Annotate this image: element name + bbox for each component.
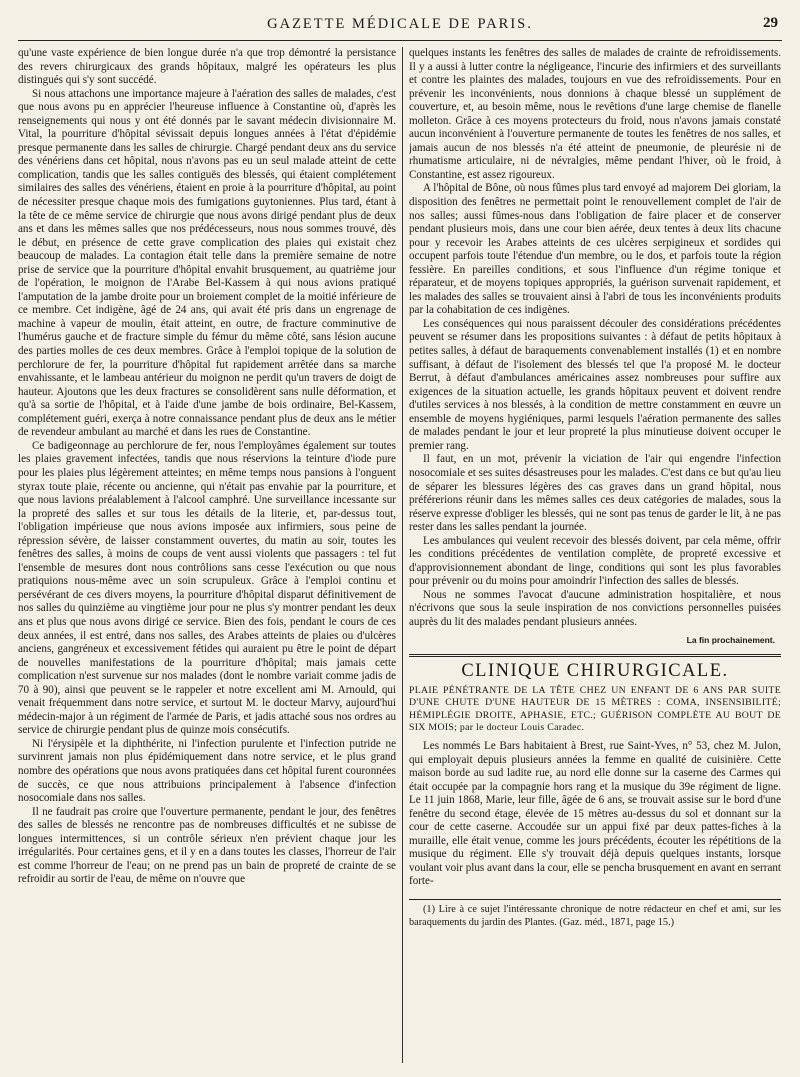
paragraph: Nous ne sommes l'avocat d'aucune administration hospitalière, et nous n'écrivons que sous la seule inspiration de nos convictions personnelles puisées auprès du lit des malades pendant plusieurs années. [409,588,781,628]
column-divider [402,47,403,1063]
paragraph: Ce badigeonnage au perchlorure de fer, nous l'employâmes également sur toutes les plaies gravement infectées, tandis que nous réservions la teinture d'iode pure pour les plaies plus légèrement atteintes; en même temps nous pansions à l'onguent styrax toute plaie, récente ou ancienne, qui n'était pas envahie par la pourriture, et que nous lavions préalablement à l'alcool camphré. Une surveillance incessante sur la propreté des salles et sur tous les détails de la literie, et, par-dessus tout, l'obligation impérieuse que nous avions imposée aux infirmiers, sous peine de répression sévère, de laisser constamment ouvertes, du matin au soir, toutes les fenêtres des salles, à moins de coups de vent aussi violents que passagers : tel fut l'ensemble de mesures dont nous contrôlions sans cesse l'exécution ou que nous pratiquions nous-même avec un soin scrupuleux. Grâce à l'emploi continu et persévérant de ces divers moyens, la pourriture d'hôpital disparut définitivement de nos salles du quinzième au vingtième jour pour ne plus s'y montrer pendant les deux ans et plus que nous avons dirigé ce service. Bien des fois, pendant le cours de ces deux années, il est entré, dans nos salles, des Arabes atteints de plaies ou d'ulcères anciens, gangréneux et excessivement fétides qui auraient pu être le point de départ de nouvelles manifestations de la pourriture d'hôpital; mais jamais cette complication n'est survenue sur nos malades (dont le nombre variait comme jadis de 70 à 90), ainsi que peuvent se le rappeler et notre excellent ami M. Arnould, qui venait fréquemment dans notre service, et surtout M. le docteur Marvy, aujourd'hui médecin-major à un régiment de l'armée de Paris, et jadis attaché sous nos ordres au service de chirurgie pendant plus de quinze mois consécutifs. [18,439,396,737]
case-author: par le docteur Louis Caradec. [459,722,585,734]
right-column [409,47,781,1069]
paragraph: Il ne faudrait pas croire que l'ouverture permanente, pendant le jour, des fenêtres des salles de blessés ne rencontre pas de nombreuses difficultés et ne subisse de longues intermittences, si un contrôle sérieux n'en prévient chaque jour les irrégularités. Pour certaines gens, et il y en a dans toutes les classes, l'horreur de l'air est comme l'horreur de l'eau; on ne prend pas un bain de propreté de crainte de se refroidir au sortir de l'eau, de même on n'ouvre que [18,805,396,886]
running-header [18,14,782,41]
continued-note: La fin prochainement. [686,634,775,645]
footnote-rule [409,899,781,900]
paragraph: Il faut, en un mot, prévenir la viciation de l'air qui engendre l'infection nosocomiale et ses suites désastreuses pour les malades. C'est dans ce but qu'au lieu de séparer les blessures légères des cas graves dans un grand hôpital, nous préférerions réunir dans les mêmes salles ces deux catégories de malades, sous la réserve expresse d'obliger les blessés, qui ne sont pas tenus de garder le lit, à ne pas rester dans les salles pendant la journée. [409,453,781,534]
case-title-text: PLAIE PÉNÉTRANTE DE LA TÊTE CHEZ UN ENFANT DE 6 ANS PAR SUITE D'UNE CHUTE D'UNE HAUTEUR DE 15 MÈTRES : COMA, INSENSIBILITÉ; HÉMIPLÉGIE DROITE, APHASIE, ETC.; GUÉRISON COMPLÈTE AU BOUT DE SIX MOIS; [409,684,781,734]
paragraph: A l'hôpital de Bône, où nous fûmes plus tard envoyé ad majorem Dei gloriam, la disposition des fenêtres ne permettait point le renouvellement complet de l'air de nos salles; aussi fûmes-nous dans l'obligation de faire placer et de conserver pendant plusieurs mois, dans une cour bien aérée, deux tentes à deux lits chacune pour y recevoir les Arabes atteints de ces ulcères serpigineux et sordides qui occupent parfois toute l'étendue d'un membre, ou le dos, et parfois toute la région fessière. En pareilles conditions, et sous l'influence d'un régime tonique et réparateur, et de moyens topiques appropriés, la guérison survenait rapidement, et les malades des salles se trouvaient ainsi à l'abri de tous les inconvénients produits par la cohabitation de ces indigènes. [409,182,781,317]
paragraph: Si nous attachons une importance majeure à l'aération des salles de malades, c'est que nous avons pu en apprécier l'heureuse influence à Constantine où, d'après les renseignements qui nous y ont été donnés par le savant médecin divisionnaire M. Vital, la pourriture d'hôpital sévissait depuis longues années à l'état d'épidémie presque permanente dans les salles de chirurgie. Chargé pendant deux ans du service des vénériens dans cet hôpital, nous n'avons pas eu un seul malade atteint de cette complication, tandis que les salles contiguës des blessés, qui étaient complétement similaires des salles des vénériens, étaient en proie à la pourriture d'hôpital, au point de nécessiter presque chaque mois des fumigations guytoniennes. Plus tard, étant à la tête de ce même service de chirurgie que nous avons dirigé pendant plus de deux ans et dans les mêmes salles que nos prédécesseurs, nous nous sommes trouvé, dès le début, en présence de cette grave complication des plaies qui existait chez beaucoup de malades. La contagion était telle dans la première semaine de notre prise de service que la pourriture d'hôpital envahit brusquement, au quatrième jour de l'opération, le moignon de l'Arabe Bel-Kassem à qui nous avions pratiqué l'amputation de la jambe droite pour un broiement complet de la moitié inférieure de ce membre. Cet indigène, âgé de 24 ans, qui avait été pris dans un engrenage de machine à vapeur de moulin, était atteint, en outre, de fracture comminutive de l'humérus gauche et de fracture simple du fémur du même côté, sans lésion aucune des parties molles de ces deux membres. Grâce à l'emploi topique de la solution de perchlorure de fer, la pourriture d'hôpital fut rapidement arrêtée dans sa marche envahissante, et le lambeau antérieur du moignon ne perdit qu'un travers de doigt de hauteur. Ajoutons que les deux fractures se consolidèrent sans nulle déformation, et qu'à sa sortie de l'hôpital, et à l'aide d'une jambe de bois ordinaire, Bel-Kassem, complétement guéri, exerça à notre connaissance pendant plus de deux ans le métier de revendeur ambulant au marché et dans les rues de Constantine. [18,87,396,439]
footnote: (1) Lire à ce sujet l'intéressante chronique de notre rédacteur en chef et ami, sur les baraquements du jardin des Plantes. (Gaz. méd., 1871, page 15.) [409,904,781,928]
case-body: Les nommés Le Bars habitaient à Brest, rue Saint-Yves, n° 53, chez M. Julon, qui employait depuis plusieurs années la femme en qualité de cuisinière. Cette maison borde au sud ladite rue, au nord elle donne sur la caserne des Carmes qui était occupée par la compagnie hors rang et la musique du 39e régiment de ligne. Le 11 juin 1868, Marie, leur fille, âgée de 6 ans, se trouvait assise sur le bord d'une fenêtre du second étage, élevée de 15 mètres au-dessus du sol et donnant sur la cour de cette caserne. Accoudée sur un appui fixé par deux pattes-fiches à la muraille, elle était venue, comme les jours précédents, écouter les répétitions de la musique du régiment. Elle s'y trouvait déjà depuis quelques instants, lorsque voulant voir plus avant dans la cour, elle se pencha brusquement en avant en serrant forte- [409,739,781,888]
section-divider [409,654,781,657]
left-column [18,47,396,1069]
section-title: CLINIQUE CHIRURGICALE. [461,661,729,682]
paragraph: Les ambulances qui veulent recevoir des blessés doivent, par cela même, offrir les conditions précédentes de ventilation complète, de propreté excessive et d'approvisionnement abondant de linge, conditions qui sont les plus favorables pour prévenir ou du moins pour amoindrir l'infection des salles de blessés. [409,534,781,588]
paragraph: qu'une vaste expérience de bien longue durée n'a que trop démontré la persistance des revers chirurgicaux des grands hôpitaux, malgré les opérateurs les plus distingués qui s'y sont succédé. [18,47,396,87]
paragraph: quelques instants les fenêtres des salles de malades de crainte de refroidissements. Il y a aussi à lutter contre la négligeance, l'incurie des infirmiers et des surveillants et contre les plaintes des malades, toujours en vue des refroidissements. Pour en prévenir les inconvénients, nous donnions à chaque blessé un supplément de couverture, et, au besoin même, nous le revêtions d'une large chemise de flanelle molleton. Grâce à ces moyens protecteurs du froid, nous n'avons jamais constaté aucun inconvénient à l'ouverture permanente de toutes les fenêtres de nos salles, et jamais aucun de nos blessés n'a été atteint de pneumonie, de pleurésie ni de rhumatisme articulaire, ni de névralgies, même pendant l'hiver, où le froid, à Constantine, est assez rigoureux. [409,47,781,181]
paragraph: Les conséquences qui nous paraissent découler des considérations précédentes peuvent se résumer dans les propositions suivantes : à défaut de petits hôpitaux à petites salles, à défaut de baraquements convenablement installés (1) et en nombre suffisant, à défaut de l'isolement des blessés tel que l'a proposé M. le docteur Berrut, à défaut d'ambulances américaines assez nombreuses pour suffire aux exigences de la situation actuelle, les grands hôpitaux peuvent et doivent rendre d'utiles services à nos blessés, à la condition de mettre constamment en œuvre un ensemble de moyens hygiéniques, parmi lesquels l'aération permanente des salles de malades pendant le jour et leur propreté la plus minutieuse doivent occuper le premier rang. [409,317,781,452]
journal-title: GAZETTE MÉDICALE DE PARIS. [267,16,533,32]
page-number: 29 [763,15,778,31]
paragraph: Ni l'érysipèle et la diphthérite, ni l'infection purulente et l'infection putride ne survinrent jamais non plus épidémiquement dans notre service, et le plus grand nombre des opérations que nous avons pratiquées dans cet hôpital furent couronnées de succès, ce que nous attribuions principalement à l'absence d'infection nosocomiale dans nos salles. [18,737,396,805]
case-title [409,685,781,735]
